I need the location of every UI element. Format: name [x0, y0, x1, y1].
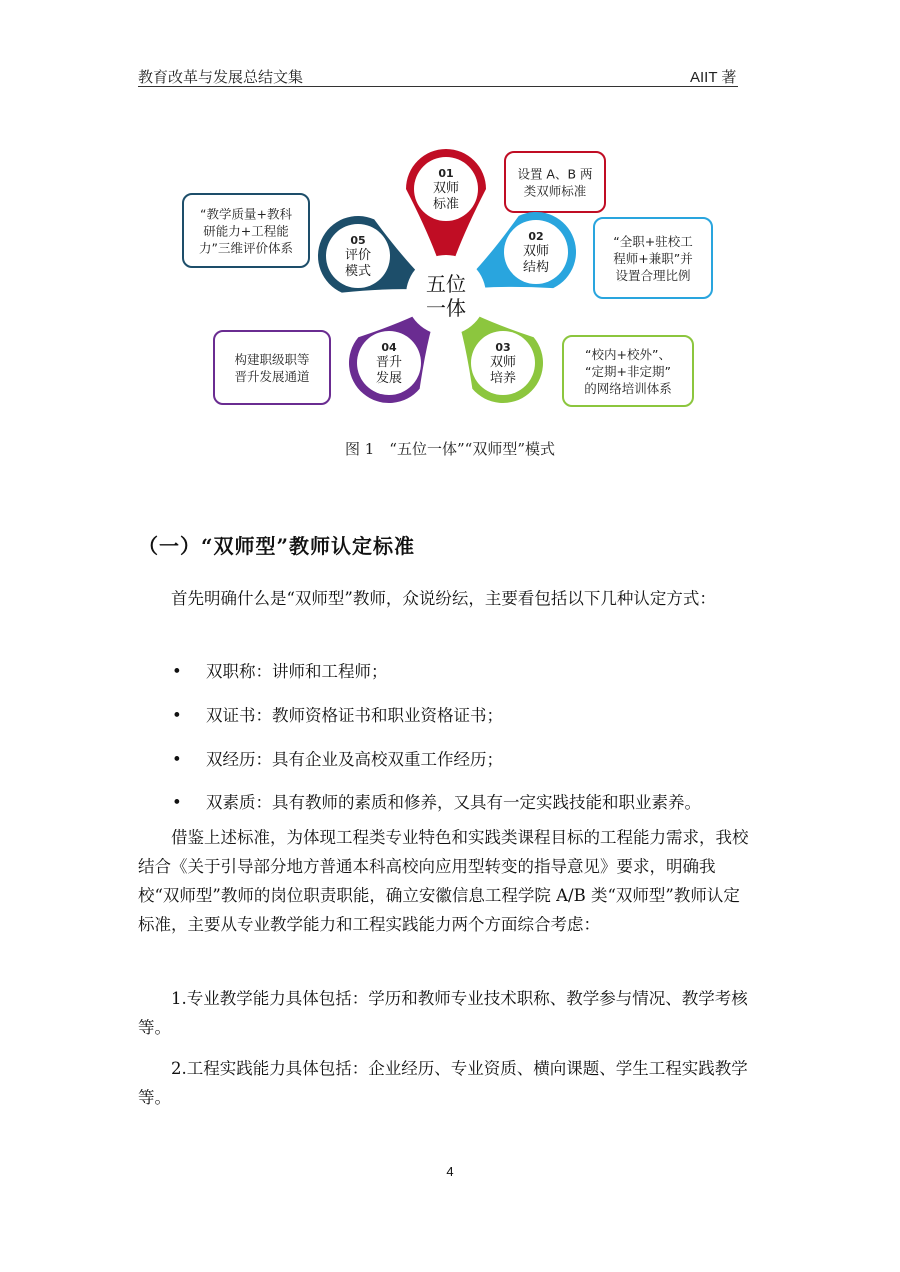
center-label-line2: 一体 [426, 296, 466, 320]
description-box [505, 152, 605, 212]
petal-05 [183, 194, 437, 293]
list-item [172, 746, 503, 770]
petal-label-line2: 培养 [489, 371, 517, 386]
intro-paragraph: 首先明确什么是“双师型”教师，众说纷纭，主要看包括以下几种认定方式： [171, 589, 716, 608]
description-line: “教学质量+教科 [200, 206, 292, 222]
description-line: 设置 A、B 两 [517, 166, 593, 182]
description-line: 研能力+工程能 [203, 223, 289, 239]
petal-number: 04 [381, 341, 397, 354]
description-line: 的网络培训体系 [584, 381, 672, 396]
petal-03 [452, 303, 693, 406]
description-line: 构建职级职等 [234, 352, 310, 367]
petal-label-line2: 结构 [522, 260, 550, 275]
page-number: 4 [446, 1164, 454, 1179]
list-item [172, 658, 388, 682]
description-line: 程师+兼职”并 [613, 251, 693, 266]
petal-number: 03 [495, 341, 511, 354]
petal-label-line2: 模式 [344, 264, 372, 279]
petal-02 [455, 212, 712, 298]
description-line: “校内+校外”、 [585, 347, 671, 362]
petal-label-line1: 双师 [522, 244, 550, 259]
petal-label-line1: 双师 [489, 355, 517, 370]
description-line: 晋升发展通道 [234, 369, 310, 384]
header-title: 教育改革与发展总结文集 [138, 68, 304, 86]
five-in-one-diagram [0, 0, 900, 430]
center-hub [406, 255, 486, 335]
header-author: AIIT 著 [690, 69, 737, 86]
description-line: 设置合理比例 [615, 268, 691, 283]
section-title: （一）“双师型”教师认定标准 [138, 534, 416, 558]
petal-label-line1: 评价 [344, 248, 372, 263]
description-line: “定期+非定期” [585, 364, 671, 379]
list-item-text: 双经历：具有企业及高校双重工作经历； [206, 750, 503, 769]
description-line: 类双师标准 [523, 183, 587, 199]
description-line: 力”三维评价体系 [199, 240, 293, 256]
bullet-symbol: • [172, 793, 182, 812]
description-box [214, 331, 330, 404]
bullet-symbol: • [172, 750, 182, 769]
petal-number: 01 [438, 167, 454, 180]
bullet-symbol: • [172, 706, 182, 725]
center-label-line1: 五位 [426, 272, 466, 296]
list-item [172, 789, 701, 813]
description-line: “全职+驻校工 [613, 234, 693, 249]
standards-paragraph: 借鉴上述标准，为体现工程类专业特色和实践类课程目标的工程能力需求，我校结合《关于引导部分地方普通本科高校向应用型转变的指导意见》要求，明确我校“双师型”教师的岗位职责职能，确立安徽信息工程学院 A/B 类“双师型”教师认定标准，主要从专业教学能力和工程实践能力两个方面综合考虑： [138, 828, 749, 934]
petal-label-line2: 标准 [432, 197, 460, 212]
list-item-text: 双素质：具有教师的素质和修养，又具有一定实践技能和职业素养。 [206, 793, 701, 812]
petal-label-line2: 发展 [375, 371, 403, 386]
petal-label-line1: 双师 [432, 181, 460, 196]
petal-number: 05 [350, 234, 366, 247]
teaching-ability-paragraph: 1.专业教学能力具体包括：学历和教师专业技术职称、教学参与情况、教学考核等。 [138, 989, 748, 1037]
list-item-text: 双职称：讲师和工程师； [206, 662, 388, 681]
petal-label-line1: 晋升 [375, 355, 403, 370]
practice-ability-paragraph: 2.工程实践能力具体包括：企业经历、专业资质、横向课题、学生工程实践教学等。 [138, 1059, 748, 1107]
bullet-symbol: • [172, 662, 182, 681]
petal-number: 02 [528, 230, 544, 243]
list-item [172, 702, 503, 726]
petal-04 [214, 303, 440, 404]
figure-caption: 图 1 “五位一体”“双师型”模式 [345, 440, 555, 458]
list-item-text: 双证书：教师资格证书和职业资格证书； [206, 706, 503, 725]
